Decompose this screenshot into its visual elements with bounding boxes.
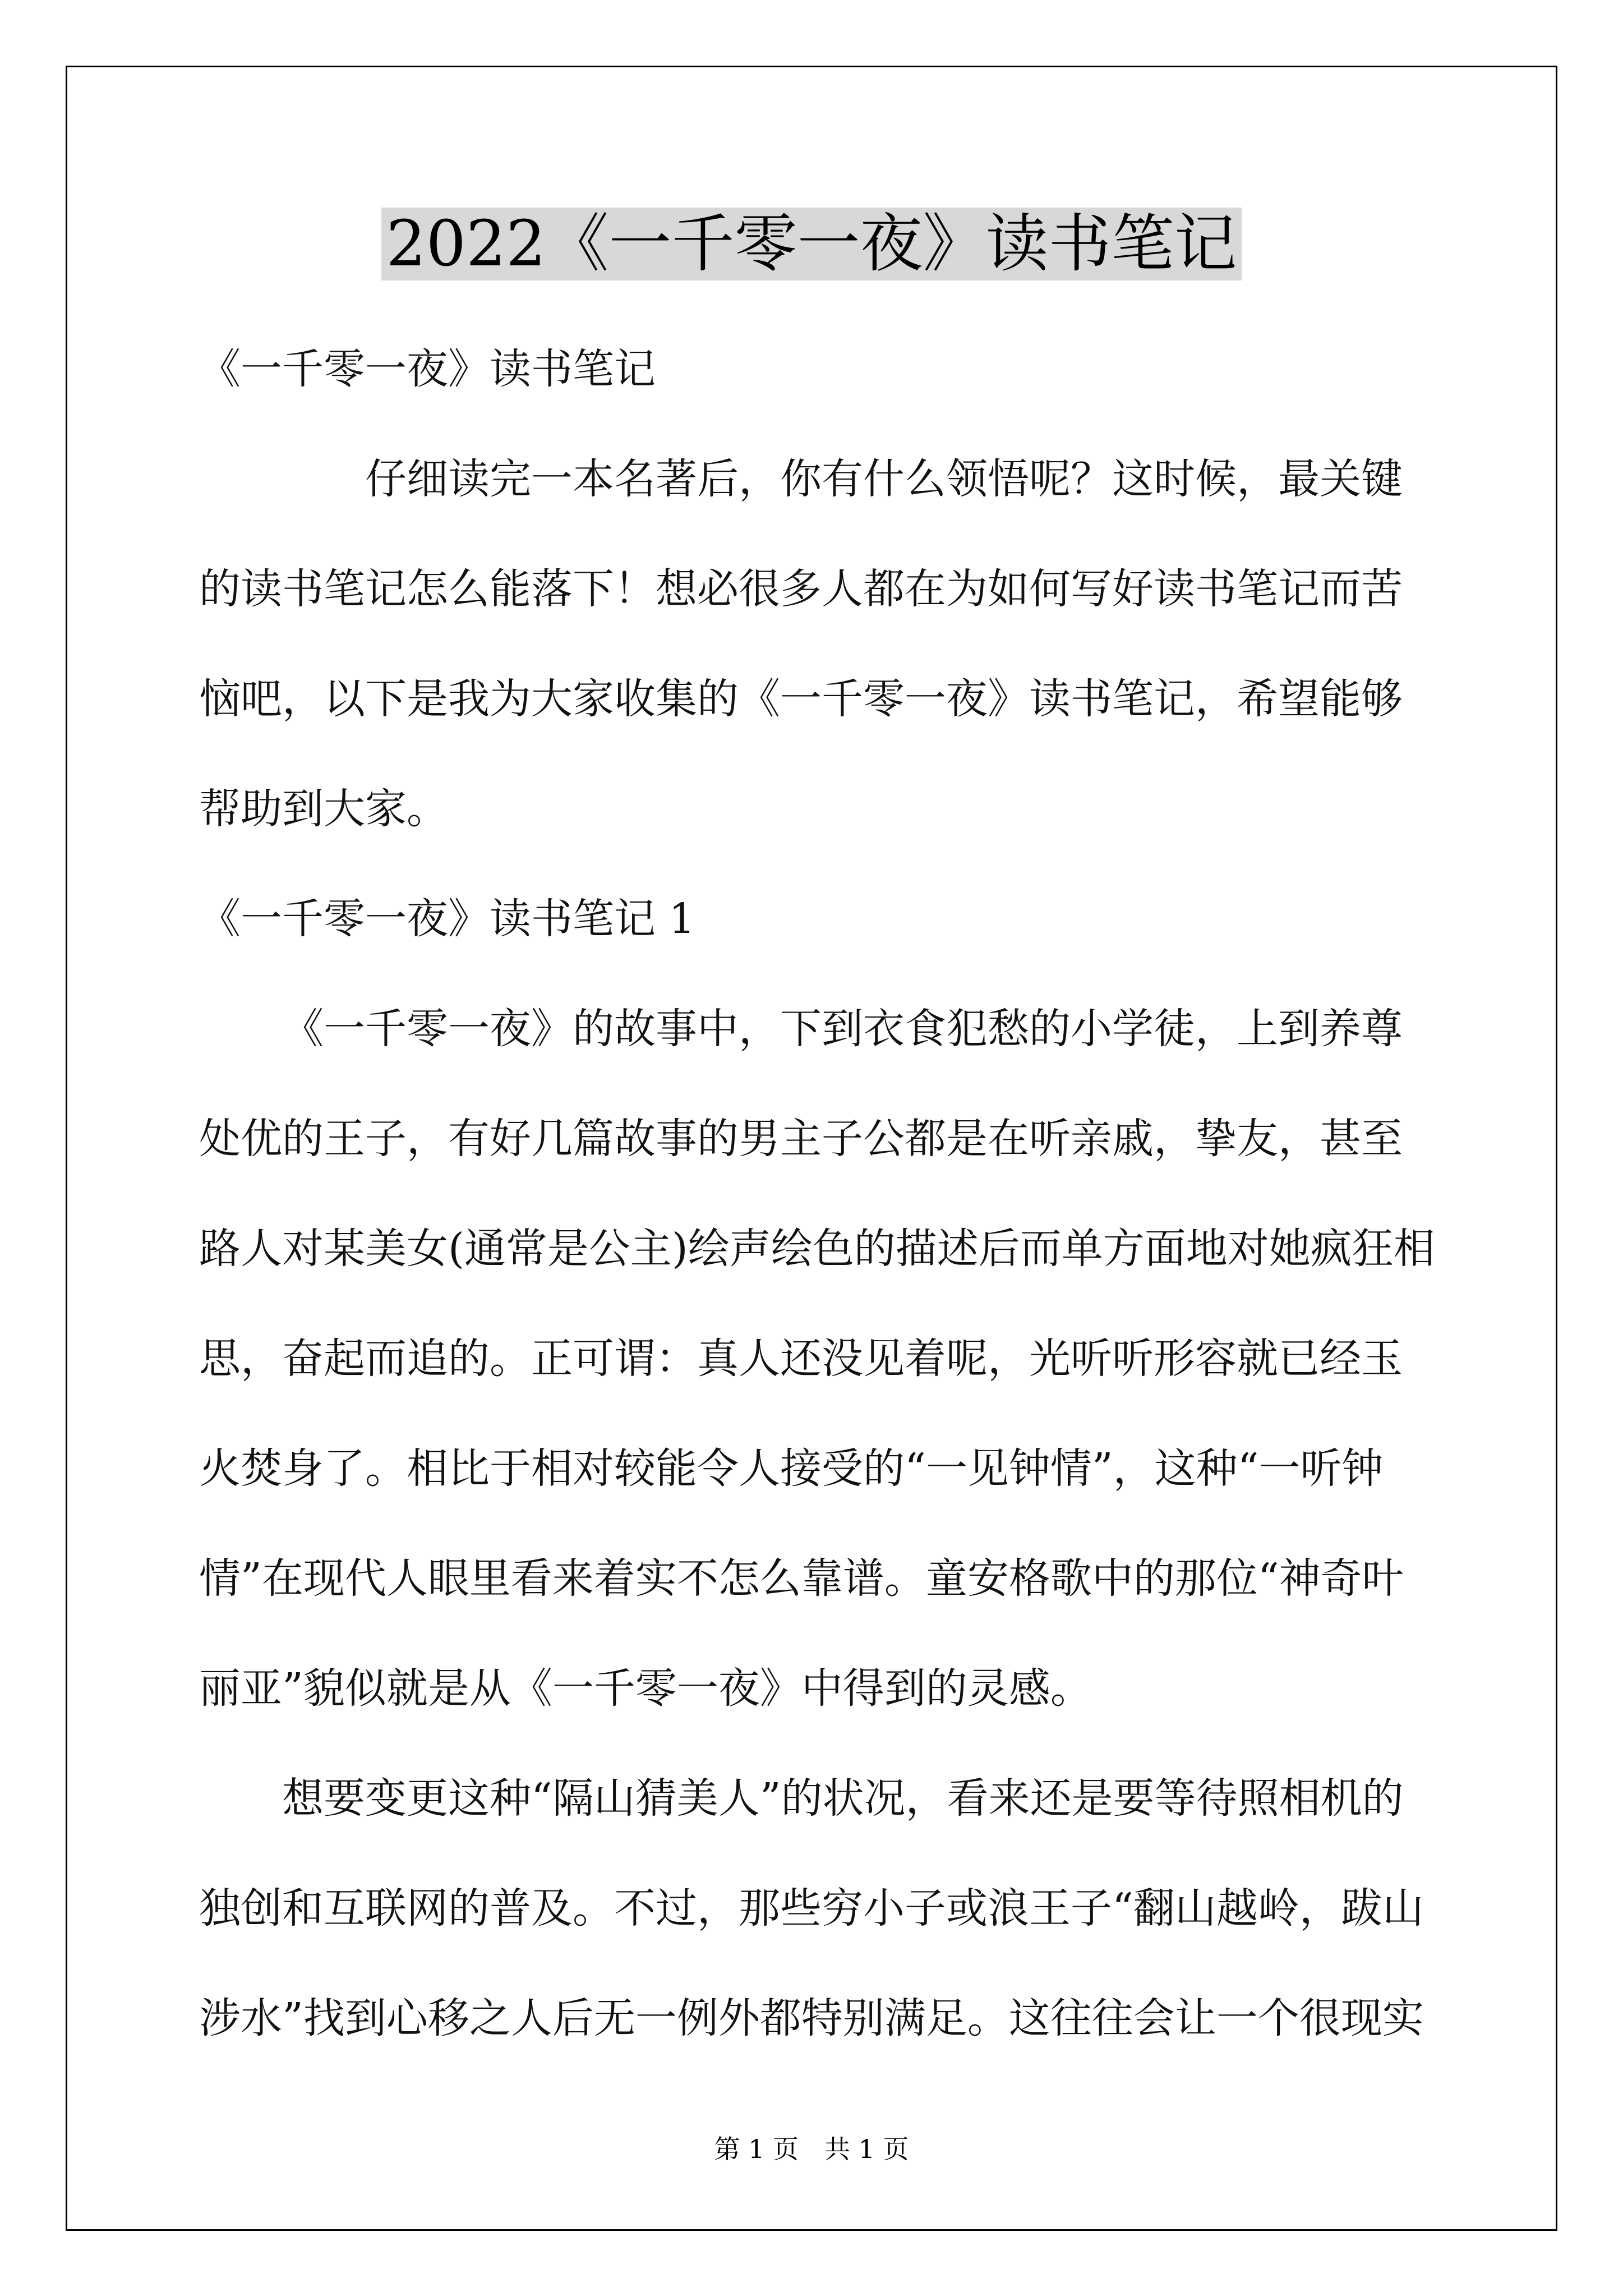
body-paragraph-1: 《一千零一夜》的故事中，下到衣食犯愁的小学徒，上到养尊处优的王子，有好几篇故事的男主子公都是在听亲戚，挚友，甚至路人对某美女(通常是公主)绘声绘色的描述后而单方面地对她疯狂相思，奋起而追的。正可谓：真人还没见着呢，光听听形容就已经玉火焚身了。相比于相对较能令人接受的“一见钟情”，这种“一听钟情”在现代人眼里看来着实不怎么靠谱。童安格歌中的那位“神奇叶丽亚”貌似就是从《一千零一夜》中得到的灵感。: [199, 1005, 1435, 1713]
page-footer: 第 1 页 共 1 页: [714, 2134, 909, 2164]
intro-paragraph: 仔细读完一本名著后，你有什么领悟呢？这时候，最关键的读书笔记怎么能落下！想必很多人都在为如何写好读书笔记而苦恼吧，以下是我为大家收集的《一千零一夜》读书笔记，希望能够帮助到大家。: [199, 455, 1403, 833]
document-body: [199, 314, 1438, 2073]
document-title: [0, 202, 1623, 286]
section-heading: 《一千零一夜》读书笔记 1: [199, 895, 695, 943]
title-text: 2022《一千零一夜》读书笔记: [381, 208, 1241, 280]
body-paragraph-2: 想要变更这种“隔山猜美人”的状况，看来还是要等待照相机的独创和互联网的普及。不过，那些穷小子或浪王子“翻山越岭，跋山涉水”找到心移之人后无一例外都特别满足。这往往会让一个很现实: [199, 1774, 1424, 2042]
subtitle: 《一千零一夜》读书笔记: [199, 345, 656, 393]
